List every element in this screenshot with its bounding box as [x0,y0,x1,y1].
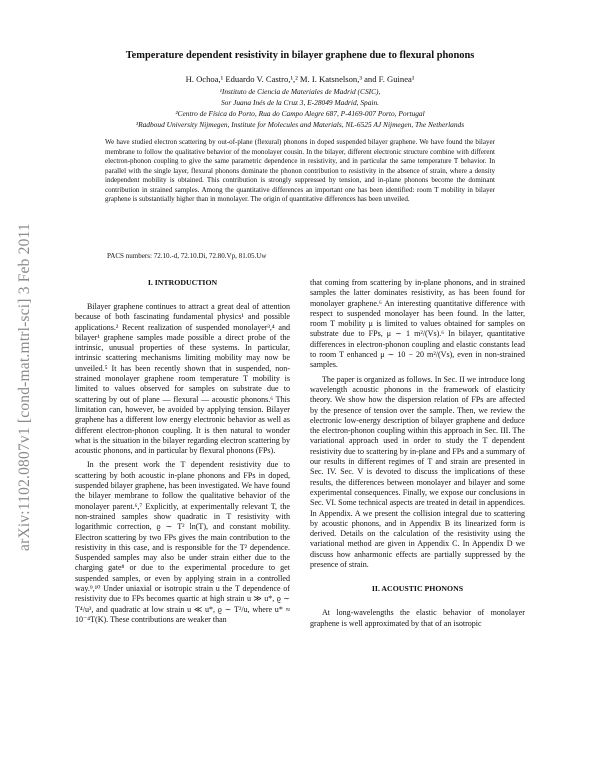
affiliation-3: ³Radboud University Nijmegen, Institute for Molecules and Materials, NL-6525 AJ Nijmegen, The Netherlands [135,120,465,129]
intro-paragraph-1: Bilayer graphene continues to attract a great deal of attention because of both fascinating fundamental physics¹ and possible applications.² Recent realization of suspended monolayer³,⁴ and bilayer¹ graphene samples made possible a direct probe of the intrinsic, unusual properties of these systems. In particular, intrinsic scattering mechanisms limiting mobility may now be unveiled.⁵ It has been recently shown that in suspended, non-strained monolayer graphene room temperature T mobility is limited to values observed for samples on substrate due to scattering by out of plane — flexural — acoustic phonons.⁶ This limitation can, however, be avoided by applying tension. Bilayer graphene has a different low energy electronic behavior as well as different electron-phonon coupling. It is then natural to wonder what is the situation in the bilayer regarding electron scattering by acoustic phonons, and in particular by flexural phonons (FPs). [75,302,290,456]
affiliation-2: ²Centro de Física do Porto, Rua do Campo Alegre 687, P-4169-007 Porto, Portugal [175,109,425,118]
intro-paragraph-3: that coming from scattering by in-plane phonons, and in strained samples the latter dominates resistivity, as has been found for monolayer graphene.⁶ An interesting quantitative difference with respect to suspended monolayer has been found. In the latter, room T mobility μ is limited to values obtained for samples on substrate due to FPs, μ ∼ 1 m²/(Vs).⁶ In bilayer, quantitative differences in electron-phonon coupling and elastic constants lead to room T enhanced μ ∼ 10 − 20 m²/(Vs), even in non-strained samples. [310,278,525,370]
right-column [310,278,525,629]
paper-title: Temperature dependent resistivity in bilayer graphene due to flexural phonons [125,50,475,61]
affiliation-1-address: Sor Juana Inés de la Cruz 3, E-28049 Madrid, Spain. [220,98,380,107]
section-heading-introduction: I. INTRODUCTION [147,278,218,287]
author-list: H. Ochoa,¹ Eduardo V. Castro,¹,² M. I. Katsnelson,³ and F. Guinea¹ [185,74,415,84]
pacs-numbers: PACS numbers: 72.10.-d, 72.10.Di, 72.80.Vp, 81.05.Uw [107,252,267,260]
intro-paragraph-2: In the present work the T dependent resistivity due to scattering by both acoustic in-plane phonons and FPs in doped, suspended bilayer graphene, has been investigated. We have found the bilayer membrane to follow the qualitative behavior of the monolayer parent.⁶,⁷ Explicitly, at experimentally relevant T, the non-strained samples show quadratic in T resistivity with logarithmic correction, ϱ ∼ T² ln(T), and constant mobility. Electron scattering by two FPs gives the main contribution to the resistivity in this case, and is responsible for the T² dependence. Suspended samples may also be under strain either due to the charging gate⁸ or due to the experimental procedure to get suspended samples, or even by applying strain in a controlled way.⁹,¹⁰ Under uniaxial or isotropic strain u the T dependence of resistivity due to FPs becomes quartic at high strain u ≫ u*, ϱ ∼ T⁴/u³, and quadratic at low strain u ≪ u*, ϱ ∼ T²/u, where u* ≈ 10⁻⁴T(K). These contributions are weaker than [75,460,290,624]
acoustic-phonons-paragraph: At long-wavelengths the elastic behavior of monolayer graphene is well approximated by that of an isotropic [310,608,525,628]
left-column [75,278,290,625]
intro-paragraph-4: The paper is organized as follows. In Sec. II we introduce long wavelength acoustic phonons in the framework of elasticity theory. We show how the dispersion relation of FPs are affected by the presence of tension over the sample. Then, we review the electronic low-energy description of bilayer graphene and deduce the electron-phonon coupling within this approach in Sec. III. The variational approach used in order to study the T dependent resistivity due to scattering by in-plane and FPs and a summary of our results in different regimes of T and strain are presented in Sec. IV. Sec. V is devoted to discuss the implications of these results, the differences between monolayer and bilayer and some experimental consequences. Finally, we expose our conclusions in Sec. VI. Some technical aspects are treated in detail in appendices. In Appendix. A we present the collision integral due to scattering by acoustic phonons, and in Appendix B its linearized form is derived. Details on the calculation of the resistivity using the variational method are given in Appendix C. In Appendix D we discuss how anharmonic effects are partially suppressed by the presence of strain. [310,374,525,570]
section-heading-acoustic-phonons: II. ACOUSTIC PHONONS [371,584,464,594]
arxiv-identifier: arXiv:1102.0807v1 [cond-mat.mtrl-sci] 3 Feb 2011 [16,223,33,551]
abstract: We have studied electron scattering by out-of-plane (flexural) phonons in doped suspended bilayer graphene. We have found the bilayer membrane to follow the qualitative behavior of the monolayer cousin. In the bilayer, different electronic structure combine with different electron-phonon coupling to give the same parametric dependence in resistivity, and in particular the same temperature T behavior. In parallel with the single layer, flexural phonons dominate the phonon contribution to resistivity in the absence of strain, where a density independent mobility is obtained. This contribution is strongly suppressed by tension, and in-plane phonons become the dominant contribution in strained samples. Among the quantitative differences an important one has been identified: room T mobility in bilayer graphene is substantially higher than in monolayer. The origin of quantitative differences has been unveiled. [105,138,495,203]
affiliation-1: ¹Instituto de Ciencia de Materiales de Madrid (CSIC), [219,87,381,96]
